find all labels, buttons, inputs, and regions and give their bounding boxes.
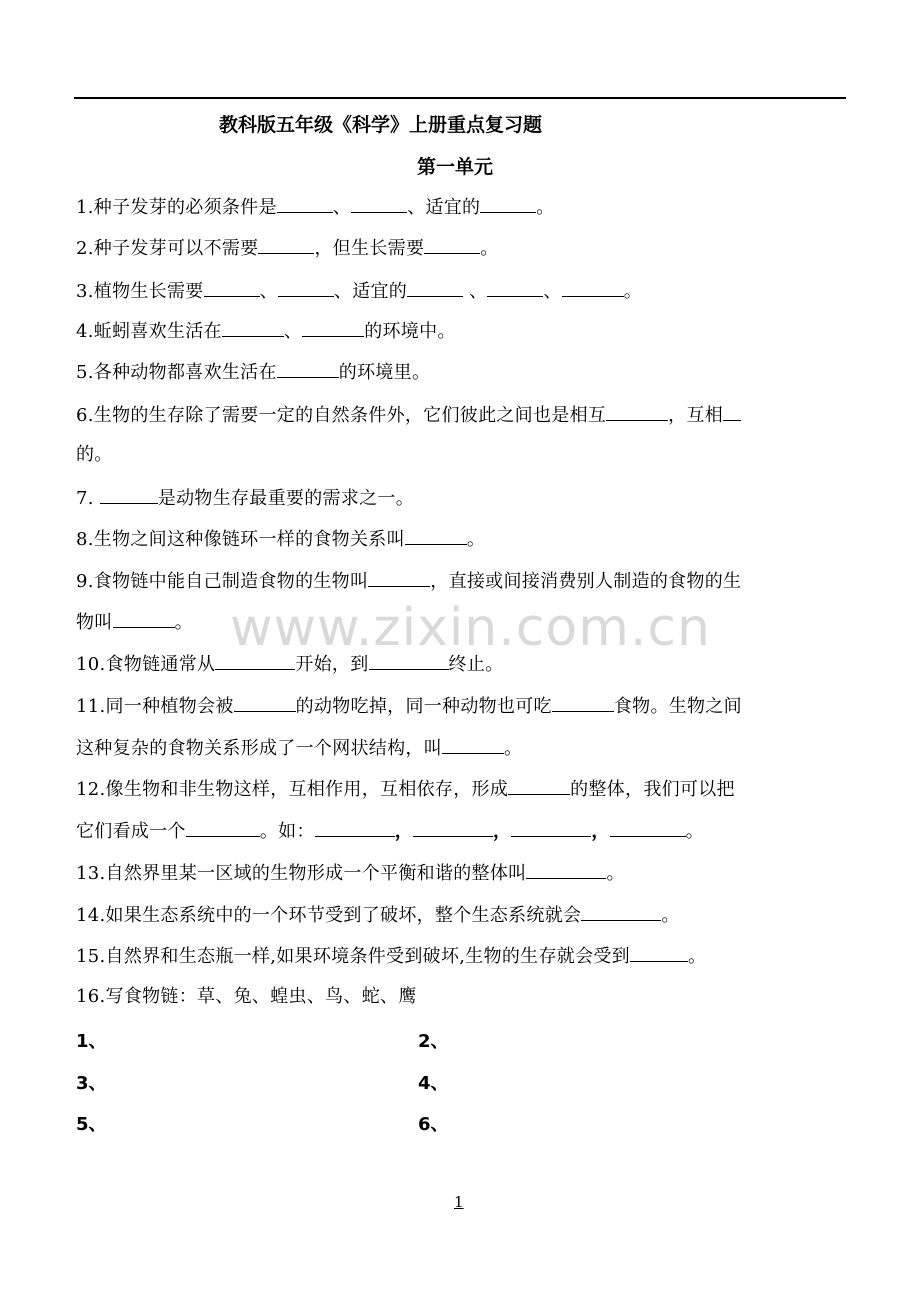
answer-blank[interactable] [480, 194, 536, 213]
answer-blank[interactable] [258, 235, 314, 254]
question-3: 3.植物生长需要 、 、适宜的 、 、 。 [76, 278, 642, 304]
answer-blank[interactable] [277, 359, 339, 378]
question-9-continued: 物叫 。 [76, 609, 193, 635]
answer-blank[interactable] [302, 318, 364, 337]
question-6: 6.生物的生存除了需要一定的自然条件外，它们彼此之间也是相互 ，互相 [76, 402, 741, 428]
chain-answer-4[interactable]: 4、 [418, 1073, 449, 1094]
question-12-continued: 它们看成一个 。如： ， ， ， 。 [76, 818, 704, 844]
question-1: 1.种子发芽的必须条件是 、 、适宜的 。 [76, 194, 555, 220]
answer-blank[interactable] [526, 860, 606, 879]
question-13: 13.自然界里某一区域的生物形成一个平衡和谐的整体叫 。 [76, 860, 625, 886]
answer-blank[interactable] [405, 526, 467, 545]
question-7: 7. 是动物生存最重要的需求之一。 [76, 485, 414, 511]
question-9: 9.食物链中能自己制造食物的生物叫 ，直接或间接消费别人制造的食物的生 [76, 568, 741, 594]
question-16: 16.写食物链：草、兔、蝗虫、鸟、蛇、鹰 [76, 986, 417, 1007]
question-4: 4.蚯蚓喜欢生活在 、 的环境中。 [76, 318, 456, 344]
question-15: 15.自然界和生态瓶一样,如果环境条件受到破坏,生物的生存就会受到 。 [76, 943, 706, 969]
answer-blank[interactable] [407, 278, 463, 297]
header-rule [74, 97, 846, 99]
answer-blank[interactable] [508, 776, 570, 795]
answer-blank[interactable] [723, 402, 741, 421]
question-10: 10.食物链通常从 开始，到 终止。 [76, 651, 503, 677]
answer-blank[interactable] [222, 318, 284, 337]
unit-heading: 第一单元 [417, 156, 494, 178]
answer-blank[interactable] [100, 485, 158, 504]
chain-answer-5[interactable]: 5、 [76, 1114, 107, 1135]
question-6-continued: 的。 [76, 444, 113, 465]
answer-blank[interactable] [351, 194, 407, 213]
answer-blank[interactable] [369, 651, 449, 670]
answer-blank[interactable] [562, 278, 624, 297]
question-14: 14.如果生态系统中的一个环节受到了破坏，整个生态系统就会 。 [76, 902, 680, 928]
question-11-continued: 这种复杂的食物关系形成了一个网状结构，叫 。 [76, 735, 522, 761]
answer-blank[interactable] [113, 609, 175, 628]
question-12: 12.像生物和非生物这样，互相作用，互相依存，形成 的整体，我们可以把 [76, 776, 735, 802]
answer-blank[interactable] [630, 943, 688, 962]
chain-answer-1[interactable]: 1、 [76, 1031, 107, 1052]
answer-blank[interactable] [413, 818, 493, 837]
question-2: 2.种子发芽可以不需要 ，但生长需要 。 [76, 235, 499, 261]
question-5: 5.各种动物都喜欢生活在 的环境里。 [76, 359, 430, 385]
answer-blank[interactable] [215, 651, 295, 670]
answer-blank[interactable] [278, 278, 334, 297]
question-11: 11.同一种植物会被 的动物吃掉，同一种动物也可吃 食物。生物之间 [76, 693, 742, 719]
answer-blank[interactable] [424, 235, 480, 254]
page-number: 1 [454, 1193, 464, 1211]
answer-blank[interactable] [442, 735, 504, 754]
answer-blank[interactable] [581, 902, 661, 921]
answer-blank[interactable] [606, 402, 668, 421]
chain-answer-3[interactable]: 3、 [76, 1073, 107, 1094]
page-title: 教科版五年级《科学》上册重点复习题 [219, 114, 543, 136]
watermark: www.zixin.com.cn [230, 598, 711, 658]
answer-blank[interactable] [511, 818, 591, 837]
answer-blank[interactable] [552, 693, 614, 712]
chain-answer-6[interactable]: 6、 [418, 1114, 449, 1135]
answer-blank[interactable] [368, 568, 430, 587]
chain-answer-2[interactable]: 2、 [418, 1031, 449, 1052]
answer-blank[interactable] [487, 278, 543, 297]
answer-blank[interactable] [610, 818, 686, 837]
answer-blank[interactable] [234, 693, 296, 712]
answer-blank[interactable] [204, 278, 260, 297]
answer-blank[interactable] [186, 818, 260, 837]
answer-blank[interactable] [277, 194, 333, 213]
question-8: 8.生物之间这种像链环一样的食物关系叫 。 [76, 526, 485, 552]
answer-blank[interactable] [315, 818, 395, 837]
